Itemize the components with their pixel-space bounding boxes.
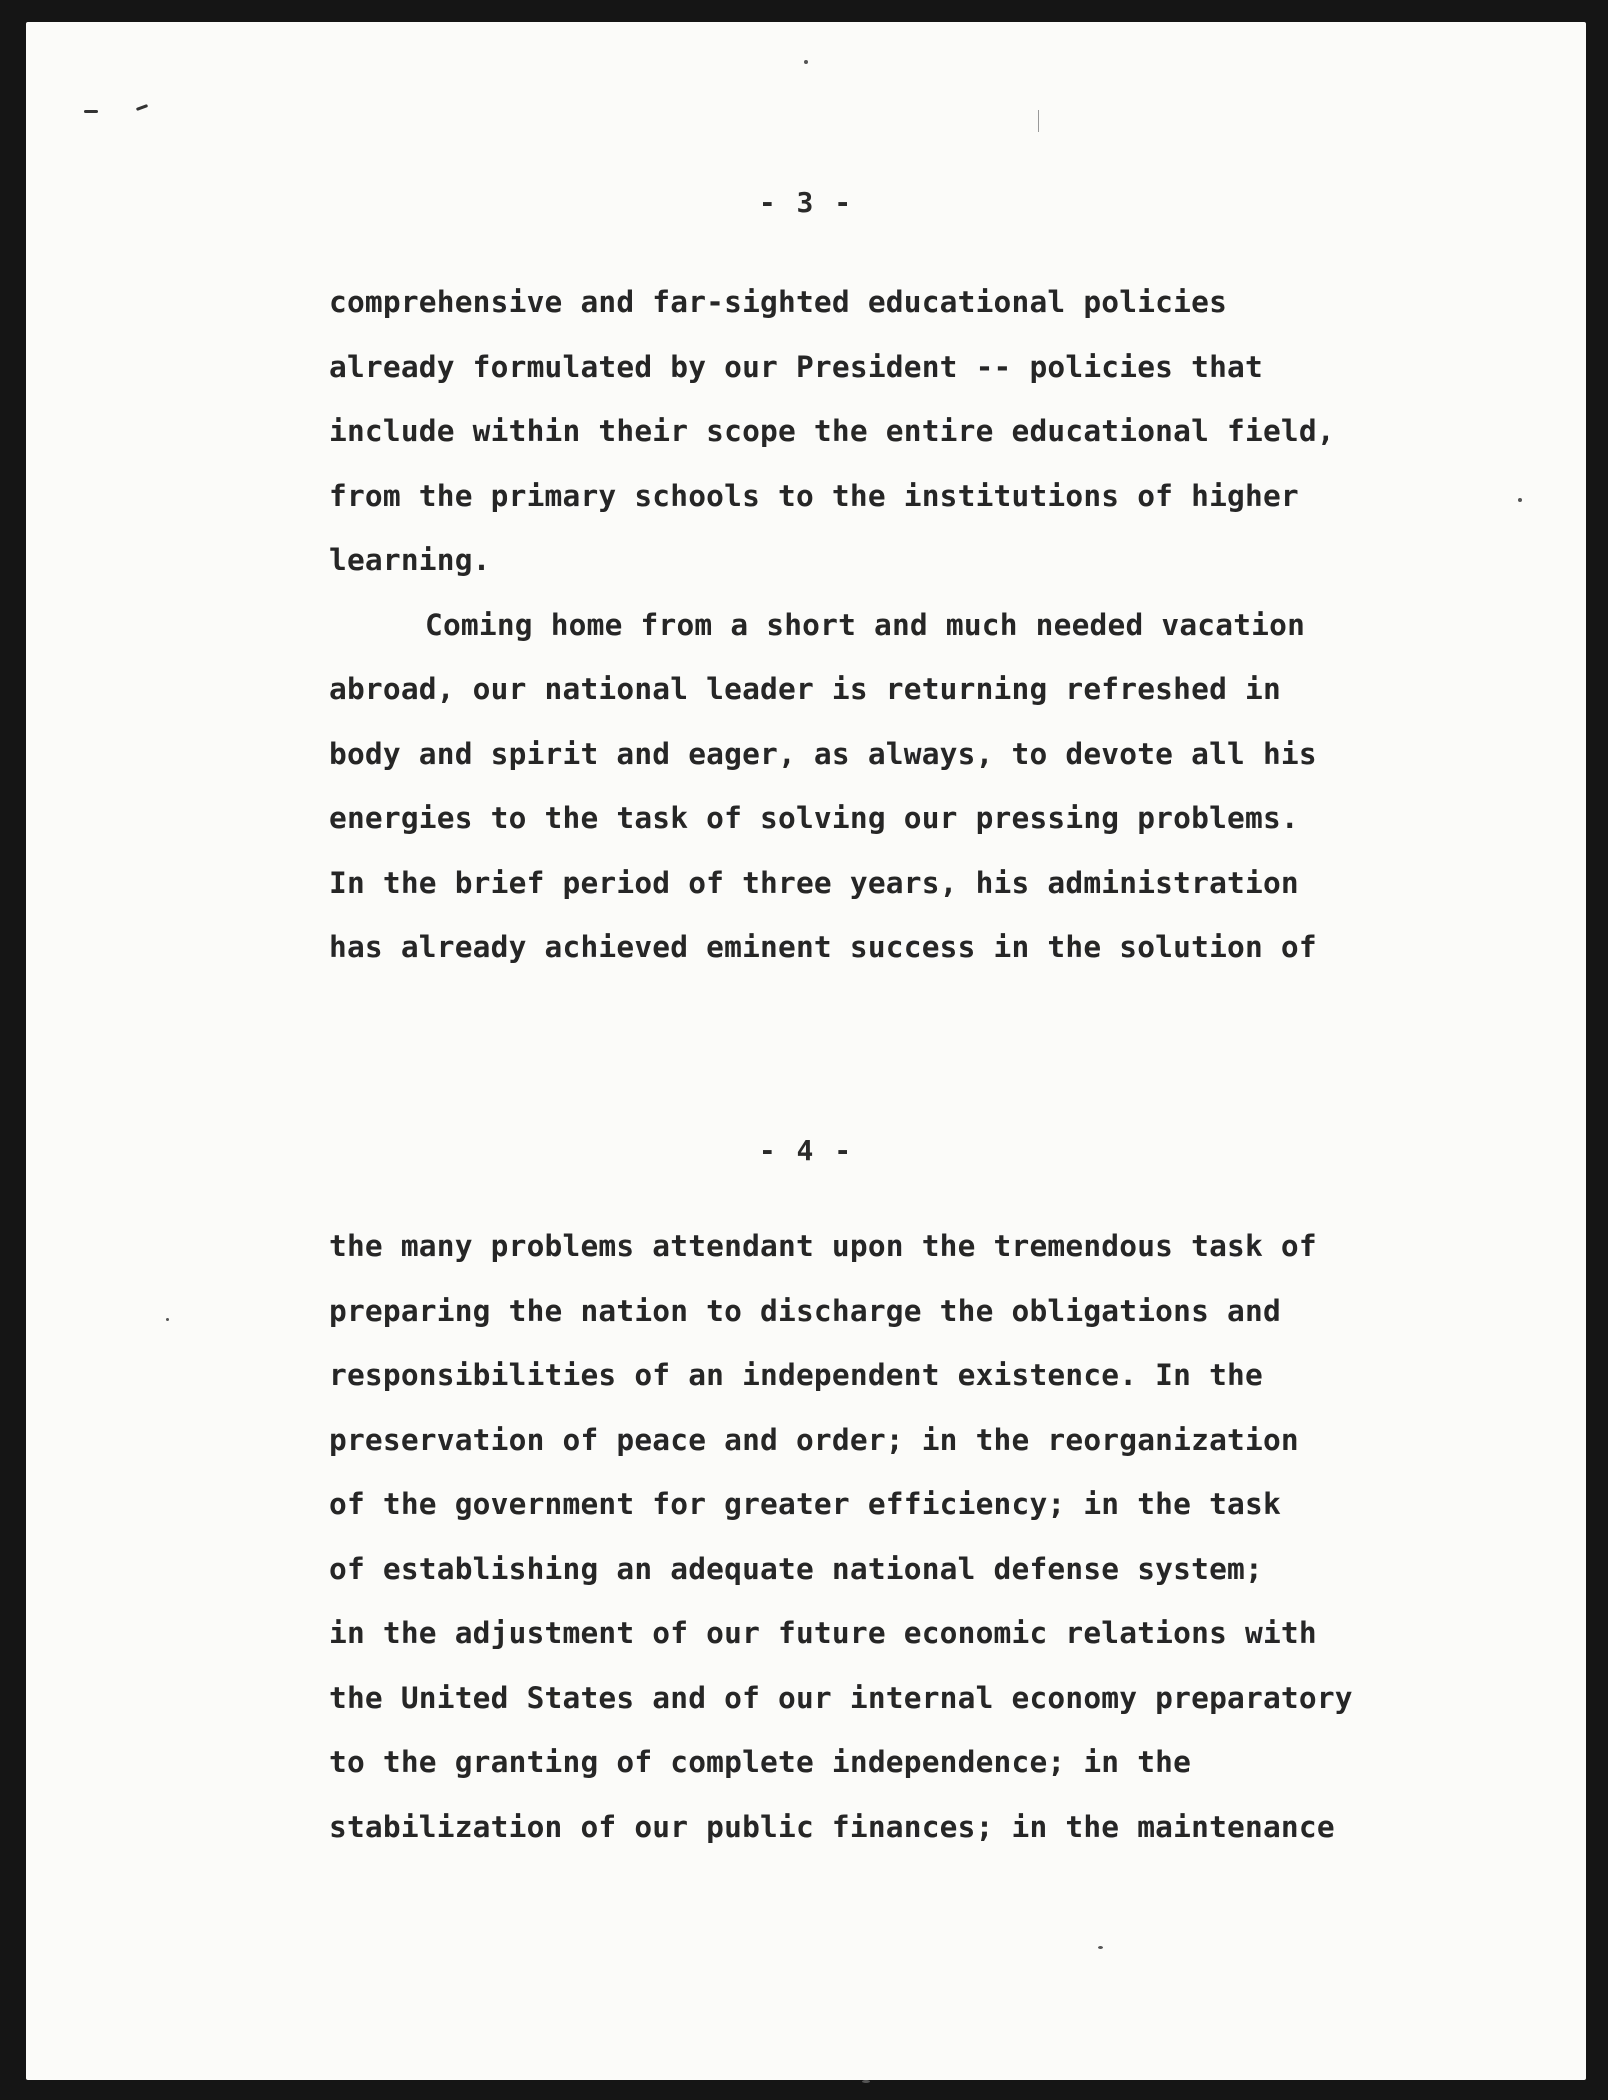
- text-line: energies to the task of solving our pressing problems.: [329, 801, 1299, 835]
- scan-mark: [136, 104, 148, 111]
- page-3-body: [329, 270, 1479, 980]
- scan-speck: [804, 60, 808, 64]
- text-line: Coming home from a short and much needed vacation: [425, 607, 1306, 642]
- page-4-body: [329, 1214, 1479, 1859]
- text-line: comprehensive and far-sighted educational policies: [329, 285, 1228, 319]
- scan-mark: [1038, 110, 1039, 132]
- text-line: body and spirit and eager, as always, to devote all his: [329, 736, 1317, 771]
- page-number-3: - 3 -: [758, 186, 854, 219]
- scan-speck: [862, 2080, 870, 2083]
- page-number-4: - 4 -: [758, 1134, 854, 1167]
- text-line: of the government for greater efficiency; in the task: [329, 1487, 1281, 1521]
- text-line: of establishing an adequate national defense system;: [329, 1551, 1263, 1586]
- text-line: from the primary schools to the institutions of higher: [329, 478, 1299, 513]
- text-line: the many problems attendant upon the tremendous task of: [329, 1229, 1317, 1263]
- text-line: stabilization of our public finances; in the maintenance: [329, 1809, 1335, 1844]
- text-line: preparing the nation to discharge the obligations and: [329, 1293, 1281, 1328]
- scan-speck: [1098, 1946, 1103, 1949]
- text-line: learning.: [329, 543, 491, 577]
- scan-mark: [84, 110, 98, 113]
- text-line: preservation of peace and order; in the reorganization: [329, 1422, 1299, 1457]
- text-line: has already achieved eminent success in the solution of: [329, 930, 1317, 964]
- text-line: in the adjustment of our future economic relations with: [329, 1616, 1317, 1650]
- text-line: In the brief period of three years, his administration: [329, 865, 1299, 900]
- text-line: the United States and of our internal economy preparatory: [329, 1680, 1353, 1715]
- text-line: to the granting of complete independence; in the: [329, 1745, 1192, 1779]
- paper-sheet: [26, 22, 1586, 2080]
- text-line: abroad, our national leader is returning refreshed in: [329, 672, 1281, 706]
- text-line: responsibilities of an independent existence. In the: [329, 1358, 1263, 1392]
- scan-speck: [1518, 498, 1522, 502]
- text-line: include within their scope the entire educational field,: [329, 414, 1335, 448]
- scan-speck: [166, 1318, 169, 1321]
- text-line: already formulated by our President -- policies that: [329, 349, 1263, 384]
